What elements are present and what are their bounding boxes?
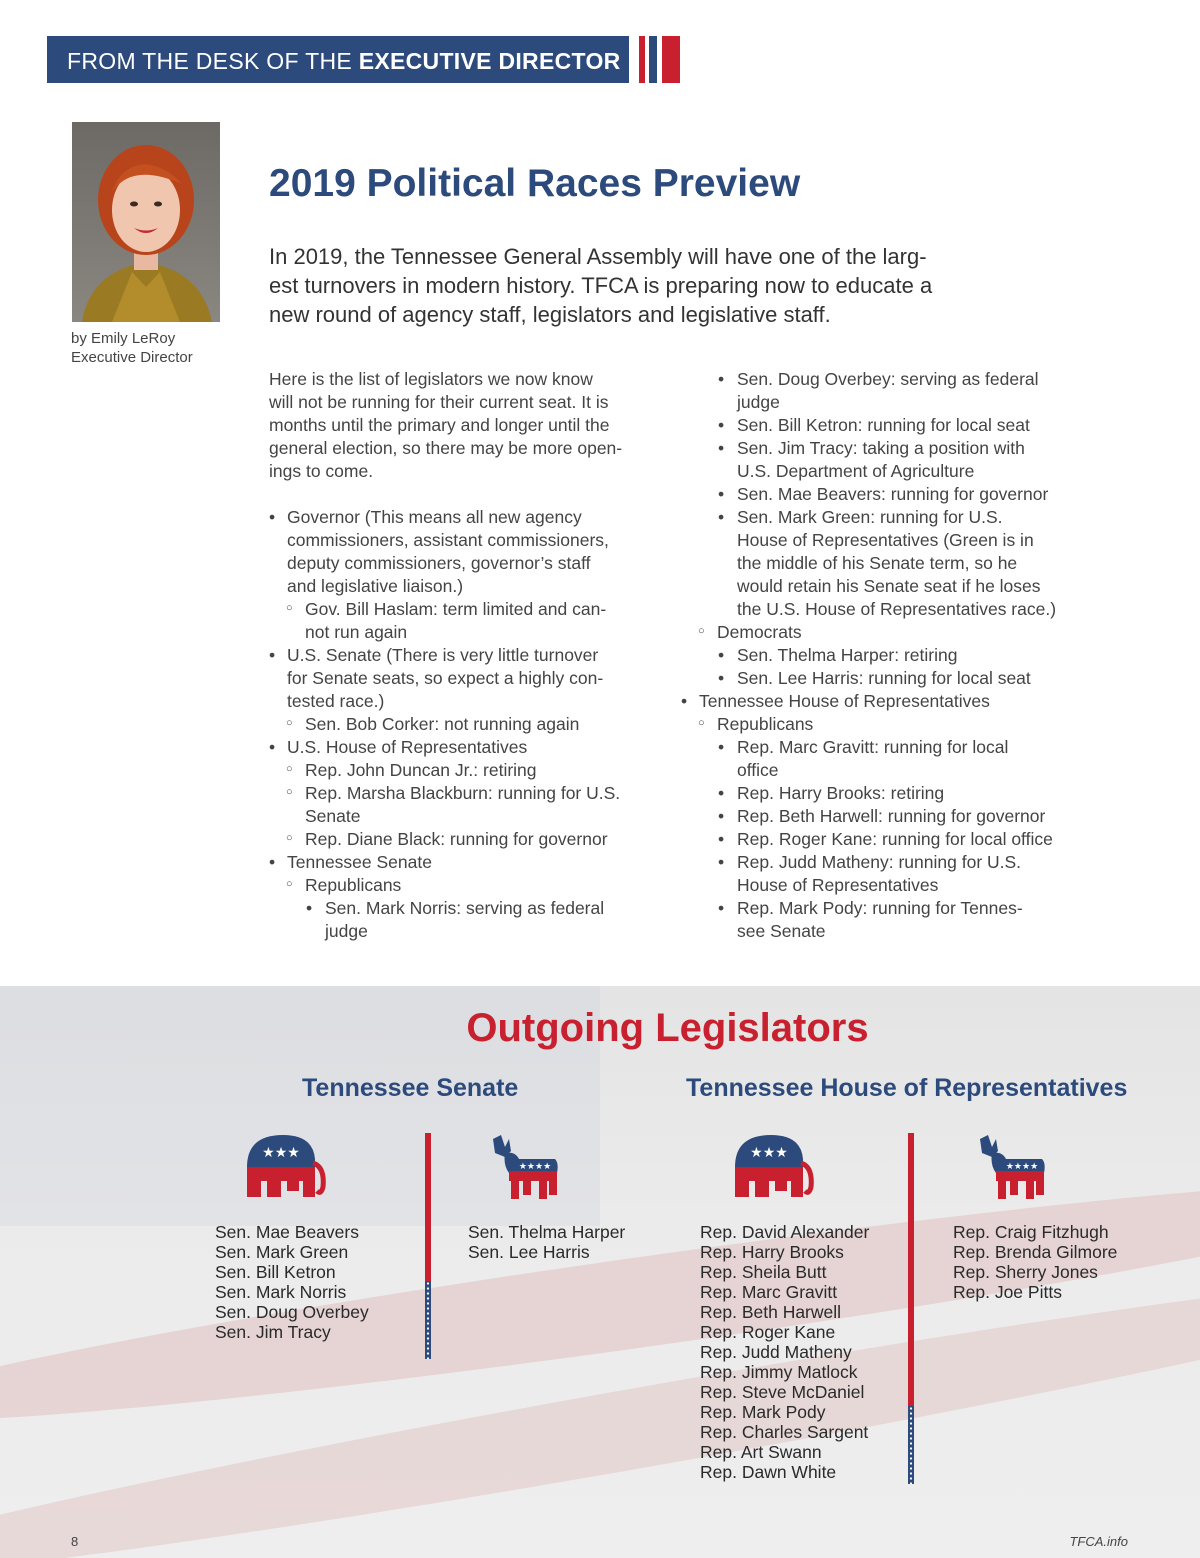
body-line (269, 713, 669, 736)
body-line-text: not run again (305, 622, 408, 642)
body-line-text: ings to come. (269, 461, 374, 481)
body-line-text: and legislative liaison.) (287, 576, 464, 596)
body-line (681, 736, 1081, 759)
body-line-text: judge (325, 921, 368, 941)
body-line (681, 575, 1081, 598)
body-line-text: general election, so there may be more open- (269, 438, 623, 458)
legislator-name: Rep. Mark Pody (700, 1402, 826, 1422)
tennessee-house-heading: Tennessee House of Representatives (686, 1074, 1128, 1102)
house-democrats-list (953, 1222, 1117, 1302)
body-line (269, 414, 669, 437)
bullet-icon: • (269, 507, 276, 527)
legislator-name: Sen. Jim Tracy (215, 1322, 331, 1342)
bullet-icon: • (269, 645, 276, 665)
body-line-text: Rep. John Duncan Jr.: retiring (305, 760, 537, 780)
legislator-name: Rep. Charles Sargent (700, 1422, 869, 1442)
body-line-text: Tennessee Senate (287, 852, 432, 872)
body-line-text: Rep. Diane Black: running for governor (305, 829, 608, 849)
body-line (269, 368, 669, 391)
author-role: Executive Director (71, 349, 193, 366)
article-intro (269, 242, 1049, 329)
legislator-name: Sen. Lee Harris (468, 1242, 590, 1262)
body-line-text: House of Representatives (737, 875, 939, 895)
legislator-name: Sen. Mark Green (215, 1242, 349, 1262)
body-line (681, 759, 1081, 782)
bullet-icon: • (681, 691, 688, 711)
senate-democrats-list (468, 1222, 625, 1262)
body-line (681, 874, 1081, 897)
republican-elephant-icon (733, 1133, 815, 1199)
democrat-donkey-icon (489, 1133, 561, 1201)
body-line-text: Here is the list of legislators we now know (269, 369, 593, 389)
body-line-text: months until the primary and longer until the (269, 415, 610, 435)
body-line (269, 667, 669, 690)
body-line-text: Rep. Harry Brooks: retiring (737, 783, 945, 803)
legislator-name: Rep. Harry Brooks (700, 1242, 844, 1262)
legislator-name: Rep. Art Swann (700, 1442, 822, 1462)
body-line (269, 644, 669, 667)
republican-elephant-icon (245, 1133, 327, 1199)
legislator-name: Rep. Brenda Gilmore (953, 1242, 1118, 1262)
body-line-text: Tennessee House of Representatives (699, 691, 990, 711)
bullet-icon: • (269, 852, 276, 872)
legislator-name: Rep. Jimmy Matlock (700, 1362, 858, 1382)
body-line-text: see Senate (737, 921, 826, 941)
body-line (681, 782, 1081, 805)
body-line (681, 828, 1081, 851)
body-line (681, 483, 1081, 506)
body-line (681, 414, 1081, 437)
sub-bullet-icon: ○ (286, 717, 293, 729)
intro-line: est turnovers in modern history. TFCA is preparing now to educate a (269, 273, 933, 298)
senate-republicans-list (215, 1222, 369, 1342)
svg-text:★★★: ★★★ (750, 1145, 788, 1161)
body-line (681, 391, 1081, 414)
body-line-text: judge (737, 392, 780, 412)
body-line (269, 828, 669, 851)
body-line (269, 391, 669, 414)
sub-bullet-icon: ○ (286, 602, 293, 614)
legislator-name: Rep. David Alexander (700, 1222, 870, 1242)
sub-bullet-icon: ○ (286, 832, 293, 844)
sub-bullet-icon: ○ (286, 786, 293, 798)
body-line-text: Rep. Roger Kane: running for local office (737, 829, 1053, 849)
body-line-text: Republicans (717, 714, 814, 734)
body-line-text: Sen. Mark Green: running for U.S. (737, 507, 1003, 527)
body-line (681, 920, 1081, 943)
body-line (681, 529, 1081, 552)
bullet-icon: • (718, 806, 725, 826)
body-line-text: U.S. Senate (There is very little turnover (287, 645, 599, 665)
sub-bullet-icon: ○ (286, 763, 293, 775)
intro-line: In 2019, the Tennessee General Assembly will have one of the larg- (269, 244, 927, 269)
house-republicans-list (700, 1222, 869, 1482)
bullet-icon: • (718, 369, 725, 389)
body-line-text: Rep. Marc Gravitt: running for local (737, 737, 1009, 757)
body-line (269, 736, 669, 759)
bullet-icon: • (718, 668, 725, 688)
body-line-text: Sen. Jim Tracy: taking a position with (737, 438, 1025, 458)
body-line-text: Rep. Judd Matheny: running for U.S. (737, 852, 1022, 872)
legislator-name: Rep. Dawn White (700, 1462, 837, 1482)
sub-bullet-icon: ○ (286, 878, 293, 890)
body-line (269, 920, 669, 943)
bullet-icon: • (718, 898, 725, 918)
body-line (269, 483, 669, 506)
bullet-icon: • (718, 852, 725, 872)
body-line-text: Sen. Mark Norris: serving as federal (325, 898, 605, 918)
body-line (269, 851, 669, 874)
legislator-name: Rep. Judd Matheny (700, 1342, 852, 1362)
body-line-text: Sen. Thelma Harper: retiring (737, 645, 958, 665)
bullet-icon: • (718, 645, 725, 665)
legislator-name: Sen. Bill Ketron (215, 1262, 336, 1282)
body-line (681, 598, 1081, 621)
house-divider (908, 1133, 914, 1406)
intro-line: new round of agency staff, legislators and legislative staff. (269, 302, 831, 327)
body-line (681, 690, 1081, 713)
body-line-text: office (737, 760, 779, 780)
body-line (681, 851, 1081, 874)
body-line (269, 690, 669, 713)
body-line (681, 506, 1081, 529)
body-line (269, 782, 669, 805)
legislator-name: Sen. Mae Beavers (215, 1222, 359, 1242)
body-line-text: Gov. Bill Haslam: term limited and can- (305, 599, 607, 619)
body-line-text: Sen. Mae Beavers: running for governor (737, 484, 1049, 504)
body-line (269, 874, 669, 897)
author-name: by Emily LeRoy (71, 330, 176, 347)
body-line-text: Sen. Bob Corker: not running again (305, 714, 580, 734)
legislator-name: Sen. Doug Overbey (215, 1302, 369, 1322)
sub-bullet-icon: ○ (698, 625, 705, 637)
body-line (681, 552, 1081, 575)
body-line-text: U.S. House of Representatives (287, 737, 528, 757)
legislator-name: Rep. Joe Pitts (953, 1282, 1062, 1302)
legislator-name: Rep. Sherry Jones (953, 1262, 1098, 1282)
body-line-text: commissioners, assistant commissioners, (287, 530, 609, 550)
body-line (681, 897, 1081, 920)
body-line (269, 805, 669, 828)
legislator-name: Rep. Roger Kane (700, 1322, 836, 1342)
legislator-name: Sen. Thelma Harper (468, 1222, 626, 1242)
svg-text:★★★★: ★★★★ (1005, 1162, 1039, 1172)
body-line (269, 621, 669, 644)
body-line (269, 460, 669, 483)
body-line-text: tested race.) (287, 691, 385, 711)
byline (71, 329, 193, 367)
tennessee-senate-heading: Tennessee Senate (302, 1074, 519, 1102)
body-line (269, 897, 669, 920)
page-number: 8 (71, 1534, 79, 1549)
body-line (681, 368, 1081, 391)
svg-text:★★★★: ★★★★ (518, 1162, 552, 1172)
body-line-text: Sen. Doug Overbey: serving as federal (737, 369, 1039, 389)
bullet-icon: • (718, 829, 725, 849)
legislator-name: Sen. Mark Norris (215, 1282, 347, 1302)
body-line (681, 713, 1081, 736)
body-line-text: Rep. Marsha Blackburn: running for U.S. (305, 783, 621, 803)
section-header (47, 36, 680, 83)
body-line (269, 506, 669, 529)
body-line-text: Sen. Bill Ketron: running for local seat (737, 415, 1030, 435)
body-line (269, 598, 669, 621)
body-line-text: Senate (305, 806, 361, 826)
bullet-icon: • (718, 438, 725, 458)
bullet-icon: • (269, 737, 276, 757)
body-line (681, 460, 1081, 483)
body-line-text: the U.S. House of Representatives race.) (737, 599, 1057, 619)
bullet-icon: • (718, 507, 725, 527)
body-line (681, 621, 1081, 644)
sub-bullet-icon: ○ (698, 717, 705, 729)
body-line (269, 529, 669, 552)
legislator-name: Rep. Sheila Butt (700, 1262, 827, 1282)
bullet-icon: • (306, 898, 313, 918)
author-photo (72, 122, 220, 322)
body-line (681, 667, 1081, 690)
body-line-text: for Senate seats, so expect a highly con- (287, 668, 604, 688)
body-line-text: Republicans (305, 875, 402, 895)
body-line-text: the middle of his Senate term, so he (737, 553, 1018, 573)
legislator-name: Rep. Marc Gravitt (700, 1282, 838, 1302)
body-line-text: U.S. Department of Agriculture (737, 461, 975, 481)
body-line-text: Sen. Lee Harris: running for local seat (737, 668, 1031, 688)
house-divider-stars (908, 1406, 914, 1484)
body-line (269, 552, 669, 575)
bullet-icon: • (718, 415, 725, 435)
body-line-text: Democrats (717, 622, 802, 642)
outgoing-legislators-title: Outgoing Legislators (466, 1006, 869, 1050)
bullet-icon: • (718, 783, 725, 803)
bullet-icon: • (718, 484, 725, 504)
body-line (681, 644, 1081, 667)
svg-text:★★★: ★★★ (262, 1145, 300, 1161)
body-line (681, 437, 1081, 460)
body-line-text: Rep. Beth Harwell: running for governor (737, 806, 1046, 826)
body-line (269, 575, 669, 598)
legislator-name: Rep. Steve McDaniel (700, 1382, 865, 1402)
senate-divider-stars (425, 1281, 431, 1359)
democrat-donkey-icon (976, 1133, 1048, 1201)
body-line-text: Governor (This means all new agency (287, 507, 582, 527)
senate-divider (425, 1133, 431, 1281)
body-line-text: will not be running for their current seat. It is (269, 392, 609, 412)
body-line-text: would retain his Senate seat if he loses (737, 576, 1041, 596)
body-line-text: House of Representatives (Green is in (737, 530, 1034, 550)
body-line (269, 759, 669, 782)
body-line (681, 805, 1081, 828)
body-line-text: deputy commissioners, governor’s staff (287, 553, 591, 573)
article-title: 2019 Political Races Preview (269, 162, 801, 205)
article-body-right-column (681, 368, 1081, 943)
body-line (269, 437, 669, 460)
article-body-left-column (269, 368, 669, 943)
bullet-icon: • (718, 737, 725, 757)
body-line-text: Rep. Mark Pody: running for Tennes- (737, 898, 1023, 918)
footer-site: TFCA.info (1069, 1534, 1128, 1549)
legislator-name: Rep. Beth Harwell (700, 1302, 842, 1322)
section-header-text: FROM THE DESK OF THE EXECUTIVE DIRECTOR (67, 48, 621, 74)
legislator-name: Rep. Craig Fitzhugh (953, 1222, 1109, 1242)
